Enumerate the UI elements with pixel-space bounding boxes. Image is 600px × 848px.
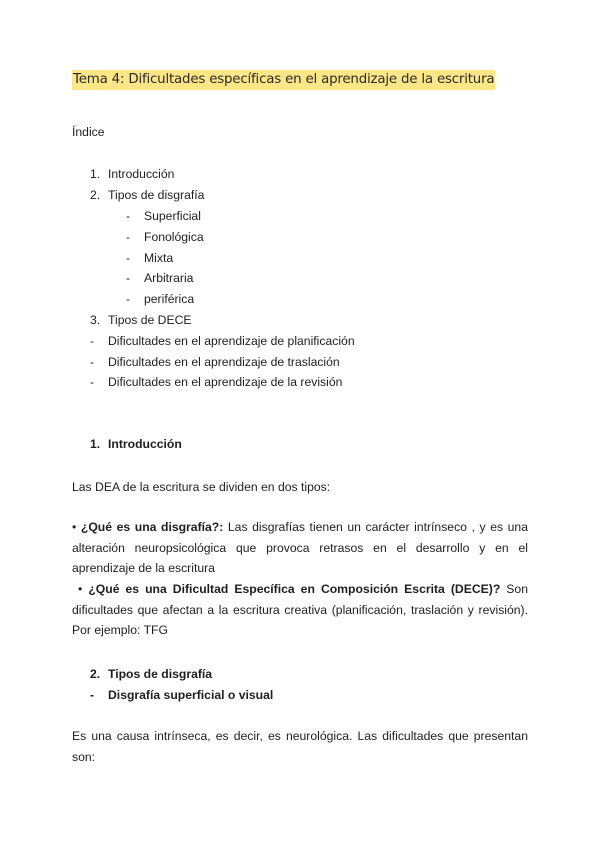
document-title: Tema 4: Dificultades específicas en el aprendizaje de la escritura [72, 70, 495, 90]
index-item-marker: - [126, 209, 131, 223]
section-2-sub-marker: - [90, 688, 95, 702]
index-item-marker: 2. [90, 188, 101, 202]
index-item-marker: 1. [90, 167, 101, 181]
index-item-text: Dificultades en el aprendizaje de la revisión [108, 375, 343, 389]
section-1-heading: Introducción [108, 437, 182, 451]
index-item-text: Arbitraria [144, 271, 194, 285]
superficial-paragraph: Es una causa intrínseca, es decir, es neurológica. Las dificultades que presentan son: [72, 729, 528, 764]
index-item-text: Tipos de disgrafía [108, 188, 205, 202]
dece-definition [72, 579, 528, 641]
index-item-text: Superficial [144, 209, 201, 223]
bullet-dot: • [72, 520, 77, 534]
index-item-marker: - [126, 230, 131, 244]
section-2-number: 2. [90, 667, 101, 681]
section-2-heading: Tipos de disgrafía [108, 667, 213, 681]
dece-question: ¿Qué es una Dificultad Específica en Composición Escrita (DECE)? [88, 582, 501, 596]
disgrafia-question: ¿Qué es una disgrafía?: [80, 520, 224, 534]
index-item-text: Mixta [144, 251, 174, 265]
index-item-marker: - [126, 251, 131, 265]
index-item-marker: 3. [90, 313, 101, 327]
index-item-marker: - [126, 271, 131, 285]
intro-paragraph: Las DEA de la escritura se dividen en dos tipos: [72, 480, 331, 494]
dece-answer: Son dificultades que afectan a la escritura creativa (planificación, traslación y revisión). Por ejemplo: TFG [72, 582, 528, 638]
disgrafia-answer: Las disgrafías tienen un carácter intrínseco , y es una alteración neuropsicológica que provoca retrasos en el desarrollo y en el aprendizaje de la escritura [72, 520, 528, 576]
index-item-marker: - [126, 292, 131, 306]
bullet-dot: • [78, 582, 83, 596]
index-heading: Índice [72, 125, 105, 139]
index-item-text: Tipos de DECE [108, 313, 192, 327]
index-item-text: Dificultades en el aprendizaje de traslación [108, 355, 340, 369]
index-item-text: Dificultades en el aprendizaje de planificación [108, 334, 355, 348]
section-2-subheading: Disgrafía superficial o visual [108, 688, 274, 702]
section-1-number: 1. [90, 437, 101, 451]
index-item-marker: - [90, 375, 95, 389]
disgrafia-definition [72, 517, 528, 579]
index-item-text: periférica [144, 292, 195, 306]
index-item-marker: - [90, 334, 95, 348]
index-item-text: Fonológica [144, 230, 204, 244]
index-item-text: Introducción [108, 167, 175, 181]
index-item-marker: - [90, 355, 95, 369]
